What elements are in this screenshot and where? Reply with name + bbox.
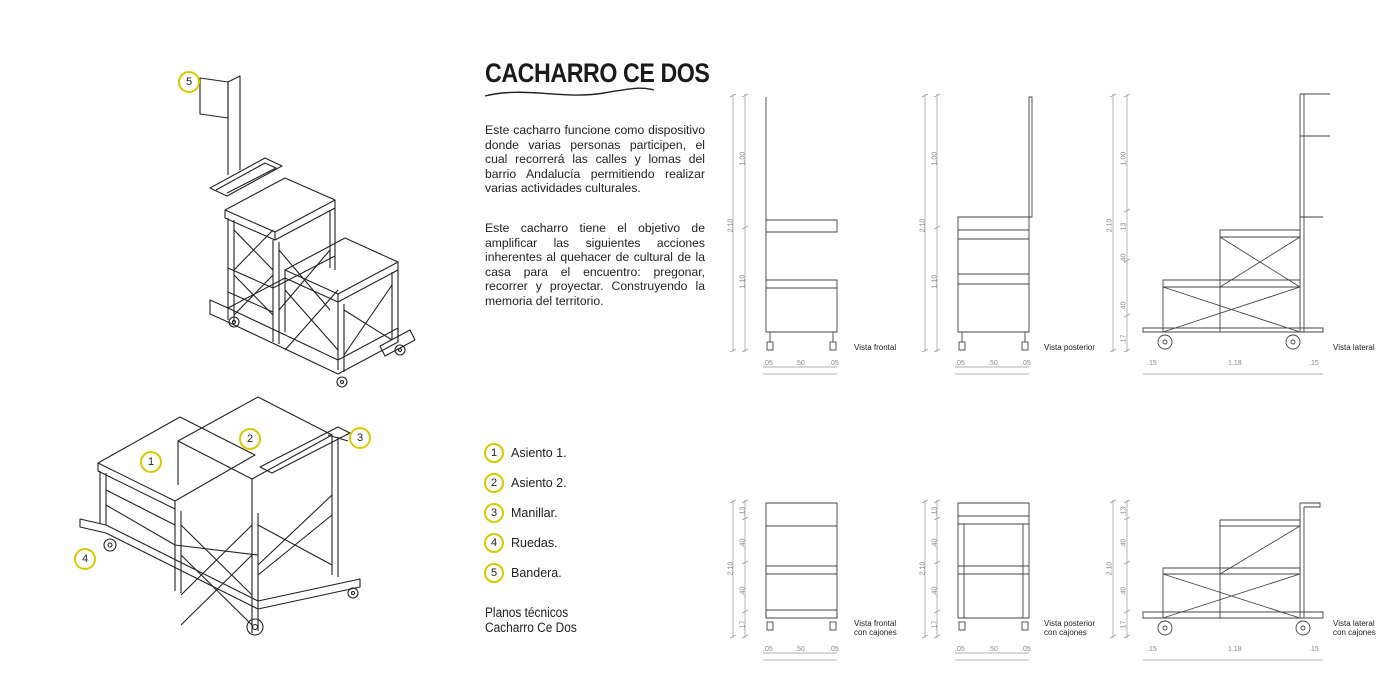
callout-3-handlebar: 3 [349,427,371,449]
dim-label: .13 [739,506,747,517]
planos-line-2: Cacharro Ce Dos [485,620,577,635]
dim-label: .40 [1120,253,1128,264]
dim-label: .40 [739,586,747,597]
dim-label: .05 [763,646,773,653]
dim-label: .13 [1120,506,1128,517]
title-underline-swoosh [484,86,656,100]
dim-label: 1.10 [739,274,747,289]
label-vista-lateral: Vista lateral [1333,343,1375,352]
dim-label: .40 [1120,586,1128,597]
label-line: con cajones [854,628,897,637]
dim-label: 2.10 [919,561,927,576]
drawing-vista-frontal-cajones [725,498,845,668]
objective-paragraph: Este cacharro tiene el objetivo de amplificar las siguientes acciones inherentes al quehacer de cultural de la casa para el encuentro: pregonar, recorrer y proyectar. Construyendo la memoria del territorio. [485,221,705,308]
dim-label: .13 [1120,222,1128,233]
dim-label: .05 [829,360,839,367]
legend-item-bandera [484,562,562,584]
page-title: CACHARRO CE DOS [485,58,710,88]
dim-label: .05 [1021,646,1031,653]
drawing-vista-posterior [917,92,1037,382]
dim-label: .15 [1309,360,1319,367]
label-vista-lateral-cajones [1333,619,1376,637]
dim-label: 1.00 [1120,151,1128,166]
dim-label: .40 [1120,538,1128,549]
dim-label: .40 [931,538,939,549]
label-line: Vista frontal [854,619,897,628]
label-line: Vista lateral [1333,619,1375,628]
legend-label: Manillar. [511,506,558,520]
dim-label: 2.10 [919,218,927,233]
label-vista-frontal-cajones [854,619,897,637]
dim-label: .05 [829,646,839,653]
drawing-vista-frontal [725,92,845,382]
dim-label: 2.10 [1106,218,1114,233]
label-vista-frontal: Vista frontal [854,343,897,352]
callout-2-seat: 2 [239,428,261,450]
iso-cart-bottom [70,395,370,645]
dim-label: 1.18 [1228,646,1242,653]
label-line: con cajones [1044,628,1087,637]
dim-label: .17 [931,620,939,631]
dim-label: .17 [1120,334,1128,345]
legend-item-asiento-2 [484,472,567,494]
dim-label: 2.10 [727,218,735,233]
legend-label: Asiento 1. [511,446,567,460]
dim-label: .05 [955,360,965,367]
dim-label: .05 [1021,360,1031,367]
dim-label: 1.18 [1228,360,1242,367]
dim-label: 2.10 [1106,561,1114,576]
drawing-vista-lateral [1105,92,1330,382]
technical-plans-caption [485,605,577,635]
dim-label: .50 [988,646,998,653]
label-vista-posterior-cajones [1044,619,1095,637]
dim-label: 1.00 [931,151,939,166]
label-line: Vista posterior [1044,619,1095,628]
legend-item-asiento-1 [484,442,567,464]
legend-item-ruedas [484,532,558,554]
dim-label: .05 [763,360,773,367]
dim-label: .17 [1120,620,1128,631]
dim-label: .40 [739,538,747,549]
legend-label: Asiento 2. [511,476,567,490]
dim-label: .13 [931,506,939,517]
dim-label: .50 [988,360,998,367]
dim-label: .05 [955,646,965,653]
dim-label: 2.10 [727,561,735,576]
dim-label: .15 [1147,360,1157,367]
legend-item-manillar [484,502,558,524]
dim-label: .15 [1309,646,1319,653]
dim-label: .40 [1120,301,1128,312]
legend-label: Ruedas. [511,536,558,550]
dim-label: .50 [795,646,805,653]
callout-4-wheels: 4 [74,548,96,570]
intro-paragraph: Este cacharro funcione como dispositivo donde varias personas participen, el cual recorrerá las calles y lomas del barrio Andalucía permitiendo realizar varias actividades culturales. [485,123,705,196]
label-line: con cajones [1333,628,1376,637]
callout-1-seat: 1 [140,451,162,473]
dim-label: .15 [1147,646,1157,653]
legend-number-badge: 1 [484,443,504,463]
drawing-vista-lateral-cajones [1105,498,1330,668]
dim-label: .40 [931,586,939,597]
callout-5-flag: 5 [178,71,200,93]
dim-label: .17 [739,620,747,631]
iso-cart-top [170,70,430,400]
legend-number-badge: 2 [484,473,504,493]
legend-number-badge: 4 [484,533,504,553]
legend-number-badge: 5 [484,563,504,583]
drawing-vista-posterior-cajones [917,498,1037,668]
legend-number-badge: 3 [484,503,504,523]
planos-line-1: Planos técnicos [485,605,569,620]
dim-label: 1.00 [739,151,747,166]
dim-label: .50 [795,360,805,367]
legend-label: Bandera. [511,566,562,580]
label-vista-posterior: Vista posterior [1044,343,1095,352]
dim-label: 1.10 [931,274,939,289]
